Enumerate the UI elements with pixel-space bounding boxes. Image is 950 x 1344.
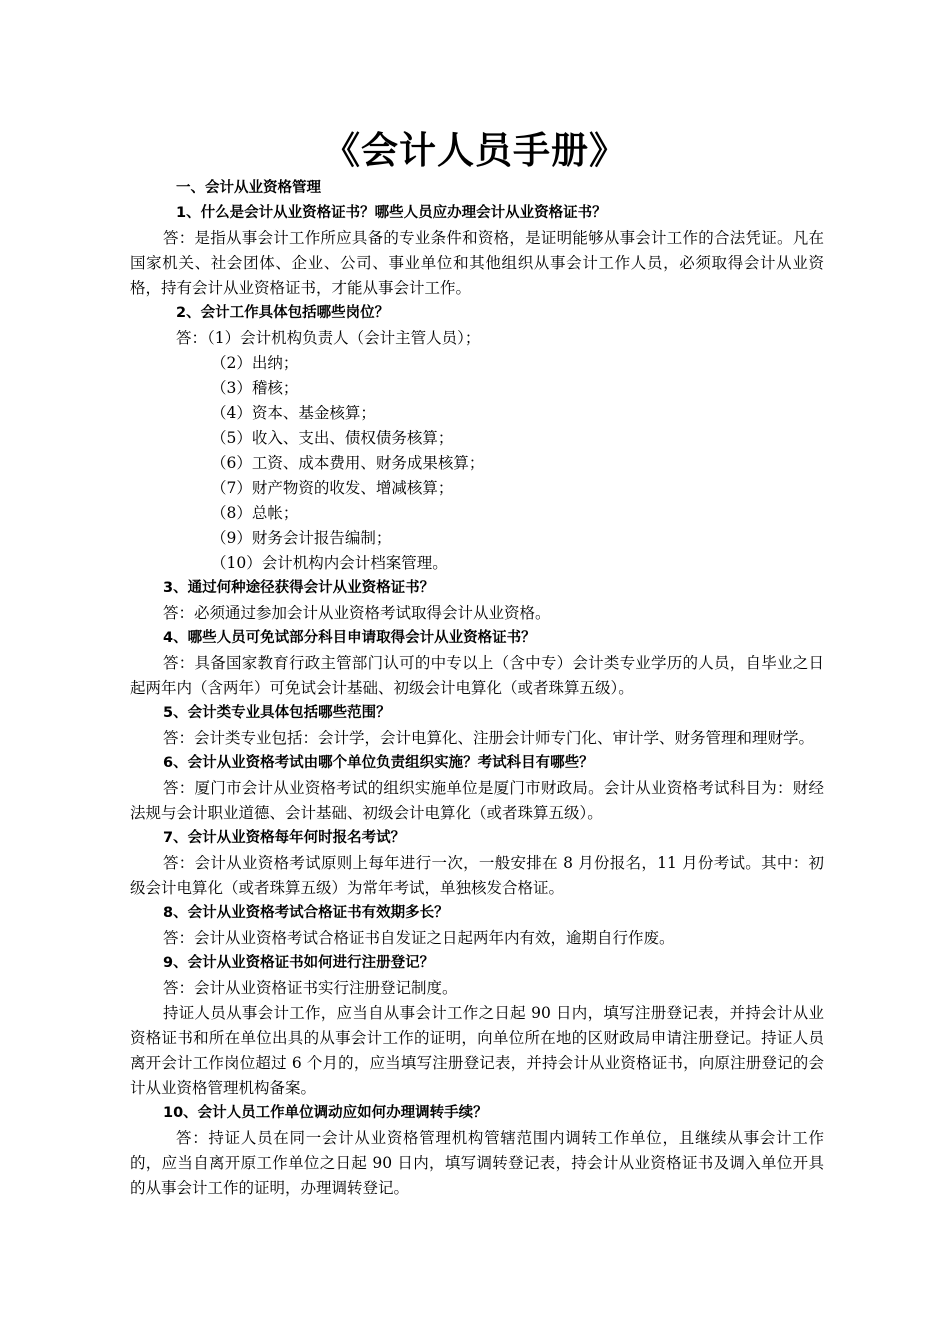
document-body	[130, 176, 824, 1201]
answer-8: 答：会计从业资格考试合格证书自发证之日起两年内有效，逾期自行作废。	[163, 929, 675, 947]
question-1: 1、什么是会计从业资格证书？哪些人员应办理会计从业资格证书？	[176, 205, 607, 221]
answer-9: 答：会计从业资格证书实行注册登记制度。	[163, 979, 458, 997]
answer-3: 答：必须通过参加会计从业资格考试取得会计从业资格。	[163, 604, 551, 622]
section-heading: 一、会计从业资格管理	[176, 180, 321, 196]
answer-4: 答：具备国家教育行政主管部门认可的中专以上（含中专）会计类专业学历的人员，自毕业之日起两年内（含两年）可免试会计基础、初级会计电算化（或者珠算五级）。	[130, 654, 824, 697]
answer-2-item: （6）工资、成本费用、财务成果核算；	[211, 454, 485, 472]
answer-7: 答：会计从业资格考试原则上每年进行一次，一般安排在 8 月份报名，11 月份考试。其中：初级会计电算化（或者珠算五级）为常年考试，单独核发合格证。	[130, 854, 824, 897]
answer-2-item: （7）财产物资的收发、增减核算；	[211, 479, 454, 497]
question-5: 5、会计类专业具体包括哪些范围？	[163, 705, 391, 721]
answer-9-detail: 持证人员从事会计工作，应当自从事会计工作之日起 90 日内，填写注册登记表，并持会计从业资格证书和所在单位出具的从事会计工作的证明，向单位所在地的区财政局申请注册登记。持证人员离开会计工作岗位超过 6 个月的，应当填写注册登记表，并持会计从业资格证书，向原注册登记的会计从业资格管理机构备案。	[130, 1004, 824, 1097]
answer-1: 答：是指从事会计工作所应具备的专业条件和资格，是证明能够从事会计工作的合法凭证。凡在国家机关、社会团体、企业、公司、事业单位和其他组织从事会计工作人员，必须取得会计从业资格，持有会计从业资格证书，才能从事会计工作。	[130, 229, 824, 297]
question-7: 7、会计从业资格每年何时报名考试？	[163, 830, 406, 846]
answer-2-item: （9）财务会计报告编制；	[211, 529, 392, 547]
question-8: 8、会计从业资格考试合格证书有效期多长？	[163, 905, 449, 921]
answer-2-item: （4）资本、基金核算；	[211, 404, 376, 422]
answer-2-item: （8）总帐；	[211, 504, 299, 522]
answer-2-item: 答：（1）会计机构负责人（会计主管人员）；	[176, 329, 481, 347]
question-9: 9、会计从业资格证书如何进行注册登记？	[163, 955, 435, 971]
answer-2-item: （2）出纳；	[211, 354, 299, 372]
answer-10: 答：持证人员在同一会计从业资格管理机构管辖范围内调转工作单位，且继续从事会计工作的，应当自离开原工作单位之日起 90 日内，填写调转登记表，持会计从业资格证书及调入单位开具的从事会计工作的证明，办理调转登记。	[130, 1129, 824, 1197]
answer-6: 答：厦门市会计从业资格考试的组织实施单位是厦门市财政局。会计从业资格考试科目为：财经法规与会计职业道德、会计基础、初级会计电算化（或者珠算五级）。	[130, 779, 824, 822]
question-10: 10、会计人员工作单位调动应如何办理调转手续？	[163, 1105, 488, 1121]
page-title: 《会计人员手册》	[323, 129, 627, 172]
question-2: 2、会计工作具体包括哪些岗位？	[176, 305, 390, 321]
answer-5: 答：会计类专业包括：会计学，会计电算化、注册会计师专门化、审计学、财务管理和理财学。	[163, 729, 815, 747]
question-4: 4、哪些人员可免试部分科目申请取得会计从业资格证书？	[163, 630, 536, 646]
answer-2-item: （10）会计机构内会计档案管理。	[211, 554, 448, 572]
question-3: 3、通过何种途径获得会计从业资格证书？	[163, 580, 435, 596]
answer-2-item: （3）稽核；	[211, 379, 299, 397]
question-6: 6、会计从业资格考试由哪个单位负责组织实施？考试科目有哪些？	[163, 755, 594, 771]
answer-2-item: （5）收入、支出、债权债务核算；	[211, 429, 454, 447]
